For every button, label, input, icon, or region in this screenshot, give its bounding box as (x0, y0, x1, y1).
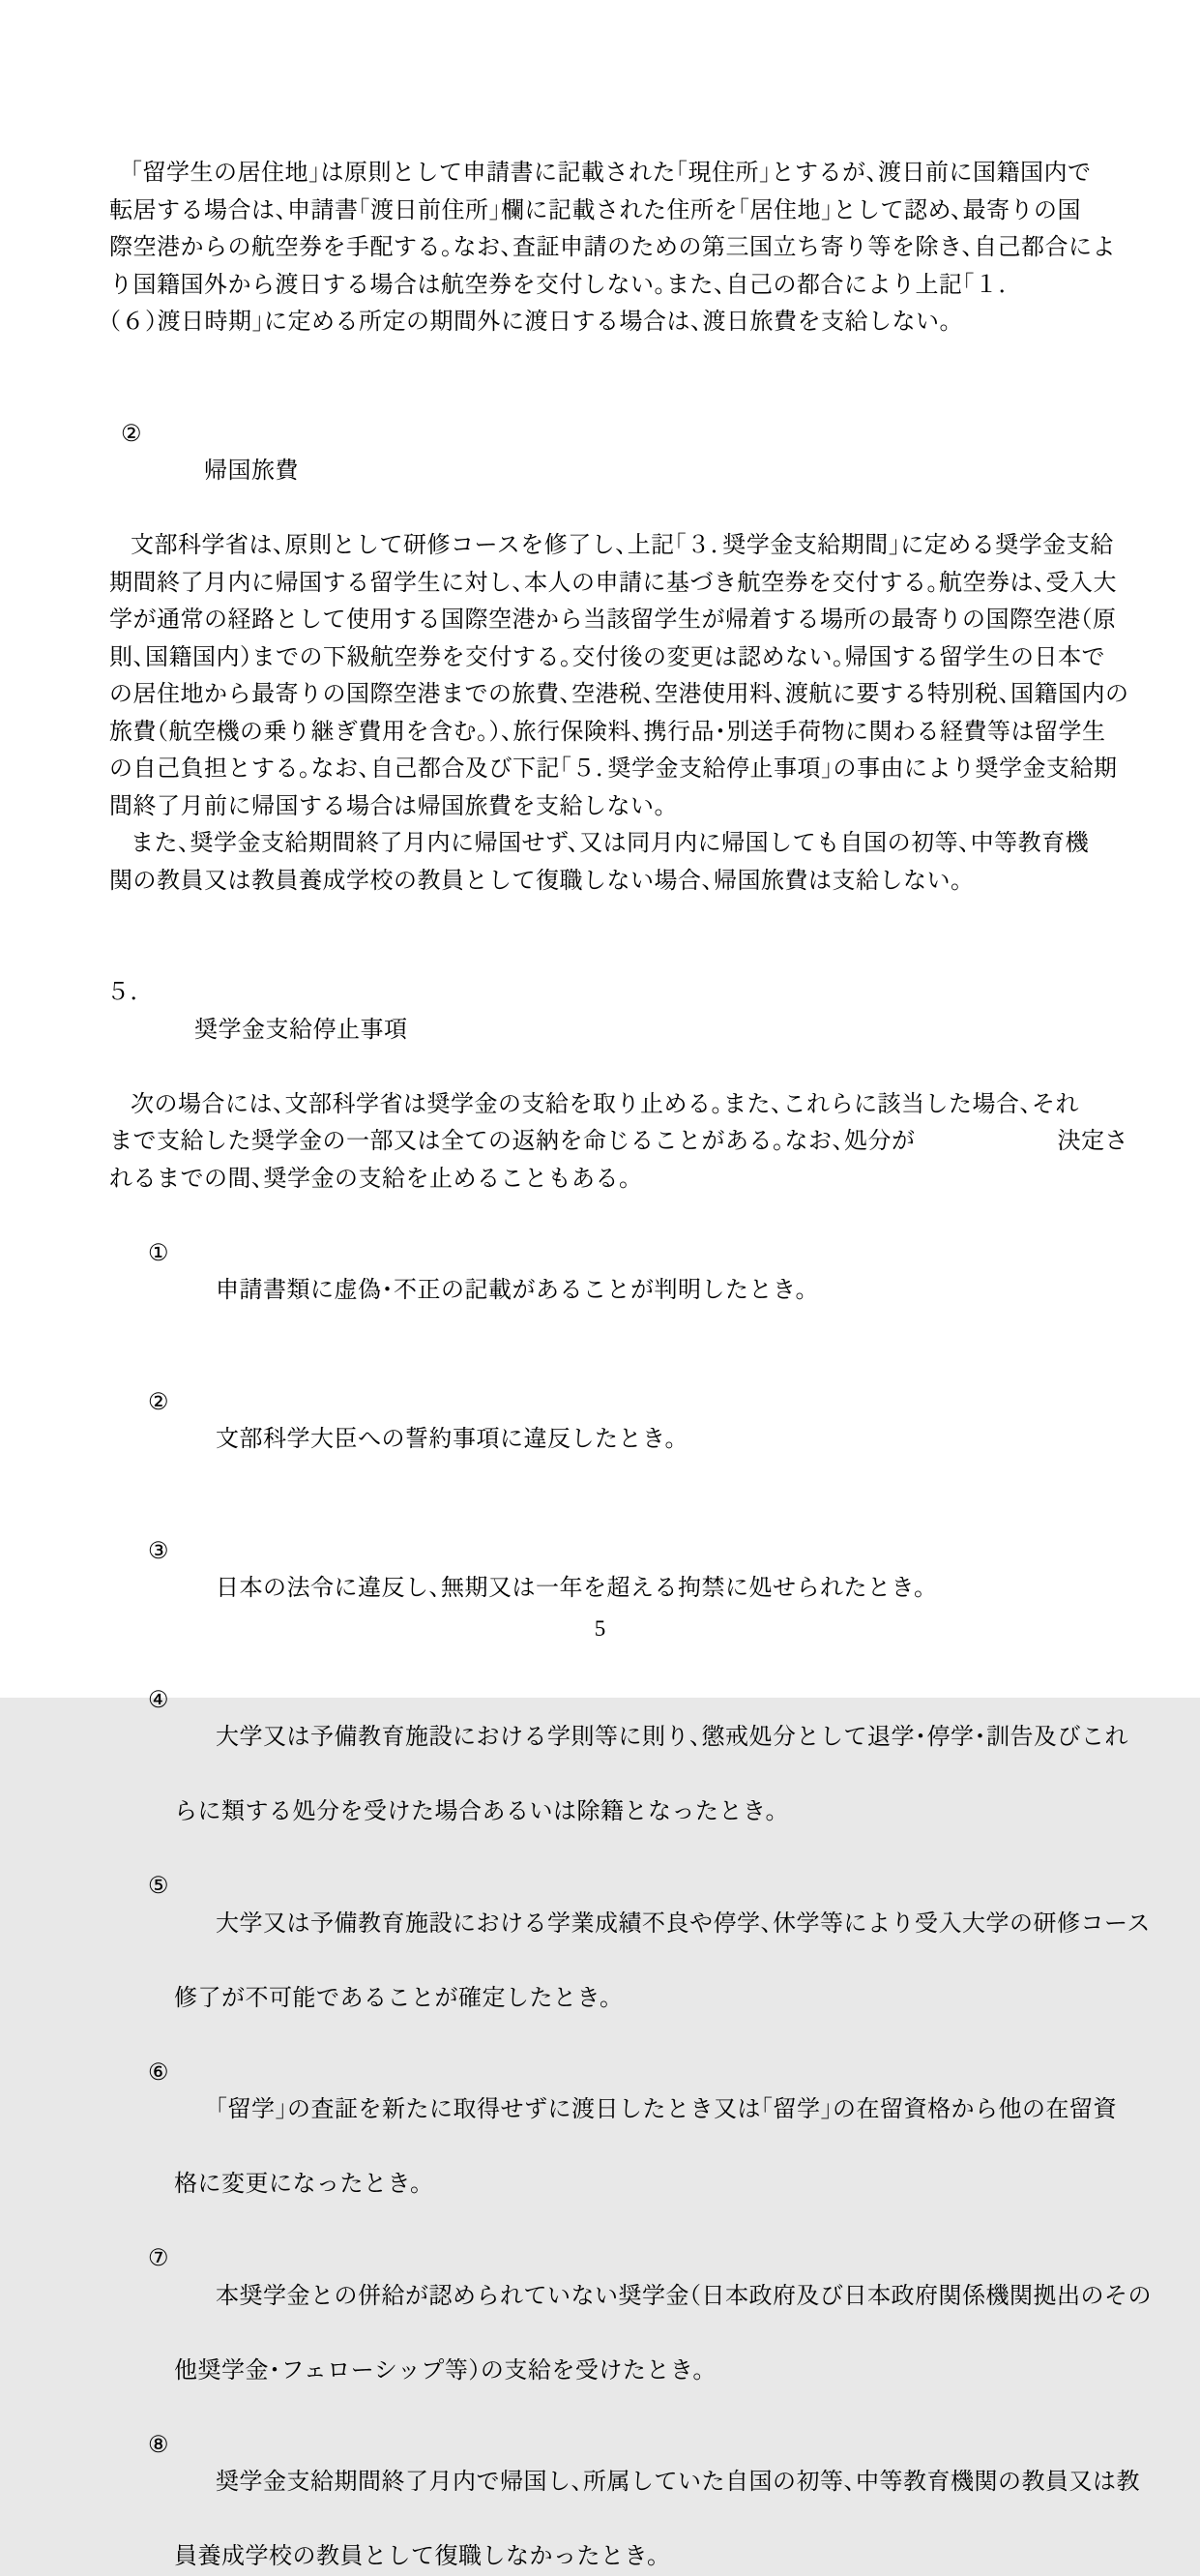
circled-number-6-marker: ⑥ (148, 2058, 170, 2086)
paragraph-line: 転居する場合は、申請書「渡日前住所」欄に記載された住所を「居住地」として認め、最寄りの国 (109, 196, 1082, 223)
blank-line (109, 900, 1134, 937)
list-item (109, 2389, 1141, 2538)
paragraph-line: れるまでの間、奨学金の支給を止めることもある。 (109, 1165, 631, 1192)
list-item-text: 「留学」の査証を新たに取得せずに渡日したとき又は「留学」の在留資格から他の在留資 (216, 2096, 1118, 2122)
circled-number-2-marker: ② (148, 1388, 170, 1415)
paragraph-line: り国籍国外から渡日する場合は航空券を交付しない。また、自己の都合により上記「１． (109, 271, 1010, 298)
page-number: 5 (594, 1616, 606, 1641)
paragraph-line: まで支給した奨学金の一部又は全ての返納を命じることがある。なお、処分が 決定さ (109, 1128, 1128, 1154)
page-footer (0, 1615, 1200, 1643)
paragraph-line: 文部科学省は、原則として研修コースを修了し、上記「３．奨学金支給期間」に定める奨学金支給 (131, 532, 1114, 558)
list-item (109, 2204, 1153, 2353)
paragraph-line: 旅費（航空機の乗り継ぎ費用を含む。）、旅行保険料、携行品・別送手荷物に関わる経費等は留学生 (109, 718, 1106, 745)
list-item-text: 奨学金支給期間終了月内で帰国し、所属していた自国の初等、中等教育機関の教員又は教 (216, 2469, 1141, 2495)
section-heading-title: 帰国旅費 (204, 458, 300, 484)
circled-number-5-marker: ⑤ (148, 1873, 170, 1899)
circled-number-8-marker: ⑧ (148, 2431, 170, 2458)
blank-line (109, 341, 1134, 379)
paragraph-line: また、奨学金支給期間終了月内に帰国せず、又は同月内に帰国しても自国の初等、中等教育機 (131, 830, 1090, 856)
paragraph-line: 「留学生の居住地」は原則として申請書に記載された「現住所」とするが、渡日前に国籍国内で (131, 160, 1092, 186)
list-item (109, 2017, 1134, 2166)
list-item (109, 1831, 1151, 1980)
paragraph-line: 則、国籍国内）までの下級航空券を交付する。交付後の変更は認めない。帰国する留学生の日本で (109, 643, 1105, 670)
section-number: ５． (106, 979, 142, 1005)
paragraph-line: の自己負担とする。なお、自己都合及び下記「５．奨学金支給停止事項」の事由により奨学金支給期 (109, 755, 1118, 782)
circled-number-1-marker: ① (148, 1239, 170, 1266)
list-item-text: 日本の法令に違反し、無期又は一年を超える拘禁に処せられたとき。 (216, 1575, 926, 1601)
circled-number-4-marker: ④ (148, 1686, 170, 1713)
list-item (109, 1644, 1134, 1793)
paragraph-line: 学が通常の経路として使用する国際空港から当該留学生が帰着する場所の最寄りの国際空港（原 (109, 607, 1117, 633)
list-item-text: 大学又は予備教育施設における学則等に則り、懲戒処分として退学・停学・訓告及びこれ (216, 1724, 1129, 1750)
paragraph-line: の居住地から最寄りの国際空港までの旅費、空港税、空港使用料、渡航に要する特別税、国籍国内の (109, 681, 1129, 707)
paragraph-line: 際空港からの航空券を手配する。なお、査証申請のための第三国立ち寄り等を除き、自己都合によ (109, 234, 1117, 260)
list-item-continuation: らに類する処分を受けた場合あるいは除籍となったとき。 (174, 1798, 778, 1824)
circled-number-7-marker: ⑦ (148, 2245, 170, 2271)
list-item-text: 文部科学大臣への誓約事項に違反したとき。 (216, 1426, 678, 1452)
section-heading-shikyu-teishi (106, 937, 1134, 1086)
list-item-text: 申請書類に虚偽・不正の記載があることが判明したとき。 (216, 1277, 808, 1303)
list-item-continuation: 員養成学校の教員として復職しなかったとき。 (174, 2543, 659, 2569)
section-heading-kikoku-ryohi (109, 378, 1134, 527)
circled-number-2-marker: ② (121, 420, 143, 447)
paragraph-line: 期間終了月内に帰国する留学生に対し、本人の申請に基づき航空券を交付する。航空券は、受入大 (109, 569, 1117, 596)
list-item (109, 1198, 1134, 1347)
list-item-text: 本奨学金との併給が認められていない奨学金（日本政府及び日本政府関係機関拠出のその (216, 2282, 1153, 2309)
circled-number-3-marker: ③ (148, 1537, 170, 1564)
paragraph-line: （６）渡日時期」に定める所定の期間外に渡日する場合は、渡日旅費を支給しない。 (109, 309, 951, 335)
section-heading-title: 奨学金支給停止事項 (194, 1016, 408, 1043)
paragraph-line: 間終了月前に帰国する場合は帰国旅費を支給しない。 (109, 792, 666, 819)
document-content (106, 155, 1153, 2576)
list-item-text: 大学又は予備教育施設における学業成績不良や停学、休学等により受入大学の研修コース (216, 1910, 1151, 1937)
paragraph-line: 次の場合には、文部科学省は奨学金の支給を取り止める。また、これらに該当した場合、それ (131, 1090, 1079, 1117)
list-item-continuation: 修了が不可能であることが確定したとき。 (174, 1984, 612, 2011)
list-item (109, 1347, 1134, 1495)
list-item-continuation: 他奨学金・フェローシップ等）の支給を受けたとき。 (174, 2356, 705, 2384)
paragraph-line: 関の教員又は教員養成学校の教員として復職しない場合、帰国旅費は支給しない。 (109, 867, 963, 894)
list-item-continuation: 格に変更になったとき。 (174, 2171, 423, 2197)
